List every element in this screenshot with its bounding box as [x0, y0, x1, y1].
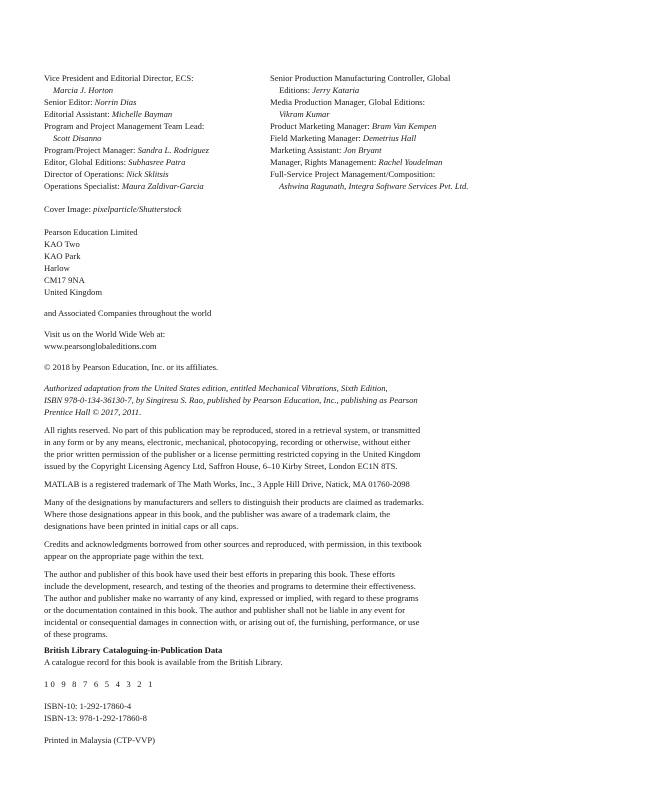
website-label: Visit us on the World Wide Web at:	[44, 329, 166, 339]
printing-line: 10 9 8 7 6 5 4 3 2 1	[44, 679, 155, 689]
credit-rights-manager: Manager, Rights Management: Rachel Youdelman	[270, 157, 443, 167]
credit-vp-role: Vice President and Editorial Director, ECS:	[44, 73, 194, 83]
credit-media-name: Vikram Kumar	[279, 109, 330, 119]
website-url[interactable]: www.pearsonglobaleditions.com	[44, 341, 157, 351]
cover-image-credit: Cover Image: pixelparticle/Shutterstock	[44, 204, 182, 214]
associated-companies: and Associated Companies throughout the world	[44, 308, 212, 318]
trademark-notice: Many of the designations by manufacturers and sellers to distinguish their products are claimed as trademarks. Where those designations appear in this book, and the publisher was aware of a trademark claim, the designations have been printed in initial caps or all caps.	[44, 497, 424, 531]
copyright-page	[44, 72, 604, 746]
publisher-address	[44, 226, 604, 298]
printed-in: Printed in Malaysia (CTP-VVP)	[44, 735, 155, 745]
credit-senior-editor: Senior Editor: Norrin Dias	[44, 97, 137, 107]
address-line: KAO Park	[44, 251, 81, 261]
credits-right-column	[270, 72, 604, 192]
isbn-10: ISBN-10: 1-292-17860-4	[44, 701, 132, 711]
credit-director-operations: Director of Operations: Nick Sklitsis	[44, 169, 169, 179]
address-line: CM17 9NA	[44, 275, 85, 285]
address-line: KAO Two	[44, 239, 80, 249]
cip-heading: British Library Cataloguing-in-Publication Data	[44, 645, 223, 655]
credit-marketing-assistant: Marketing Assistant: Jon Bryant	[270, 145, 382, 155]
isbn-13: ISBN-13: 978-1-292-17860-8	[44, 713, 147, 723]
credits-acknowledgment: Credits and acknowledgments borrowed from other sources and reproduced, with permission, in this textbook appear on the appropriate page within the text.	[44, 539, 422, 561]
credit-global-editor: Editor, Global Editions: Subhasree Patra	[44, 157, 186, 167]
credit-mfg-name: Editions: Jerry Kataria	[279, 85, 360, 95]
credit-field-marketing: Field Marketing Manager: Demetrius Hall	[270, 133, 417, 143]
credits-left-column	[44, 72, 270, 192]
credit-product-marketing: Product Marketing Manager: Bram Van Kempen	[270, 121, 437, 131]
rights-reserved: All rights reserved. No part of this publication may be reproduced, stored in a retrieval system, or transmitted in any form or by any means, electronic, mechanical, photocopying, recording or otherwise, without either the prior written permission of the publisher or a license permitting restricted copying in the United Kingdom issued by the Copyright Licensing Agency Ltd, Saffron House, 6–10 Kirby Street, London EC1N 8TS.	[44, 425, 421, 471]
credit-team-lead-role: Program and Project Management Team Lead:	[44, 121, 205, 131]
matlab-trademark: MATLAB is a registered trademark of The Math Works, Inc., 3 Apple Hill Drive, Natick, MA 01760-2098	[44, 479, 410, 489]
disclaimer: The author and publisher of this book have used their best efforts in preparing this book. These efforts include the development, research, and testing of the theories and programs to determine their effectiveness. The author and publisher make no warranty of any kind, expressed or implied, with regard to these programs or the documentation contained in this book. The author and publisher shall not be liable in any event for incidental or consequential damages in connection with, or arising out of, the furnishing, performance, or use of these programs.	[44, 569, 420, 639]
adaptation-notice: Authorized adaptation from the United States edition, entitled Mechanical Vibrations, Sixth Edition, ISBN 978-0-134-36130-7, by Singiresu S. Rao, published by Pearson Education, Inc., publishing as Pearson Prentice Hall © 2017, 2011.	[44, 383, 418, 417]
website-info	[44, 328, 604, 352]
cip-data	[44, 644, 604, 668]
credit-editorial-assistant: Editorial Assistant: Michelle Bayman	[44, 109, 173, 119]
credit-operations-specialist: Operations Specialist: Maura Zaldivar-Garcia	[44, 181, 204, 191]
cip-text: A catalogue record for this book is available from the British Library.	[44, 657, 283, 667]
address-line: Pearson Education Limited	[44, 227, 138, 237]
copyright-notice: © 2018 by Pearson Education, Inc. or its affiliates.	[44, 362, 219, 372]
credit-full-service-name: Ashwina Ragunath, Integra Software Services Pvt. Ltd.	[279, 181, 469, 191]
isbn-block	[44, 700, 604, 724]
credit-team-lead-name: Scott Disanno	[53, 133, 102, 143]
credit-mfg-role: Senior Production Manufacturing Controller, Global	[270, 73, 451, 83]
credit-vp-name: Marcia J. Horton	[53, 85, 114, 95]
credit-media-role: Media Production Manager, Global Editions:	[270, 97, 426, 107]
credits-columns	[44, 72, 604, 192]
address-line: United Kingdom	[44, 287, 103, 297]
address-line: Harlow	[44, 263, 70, 273]
credit-full-service-role: Full-Service Project Management/Composition:	[270, 169, 436, 179]
credit-program-manager: Program/Project Manager: Sandra L. Rodriguez	[44, 145, 209, 155]
